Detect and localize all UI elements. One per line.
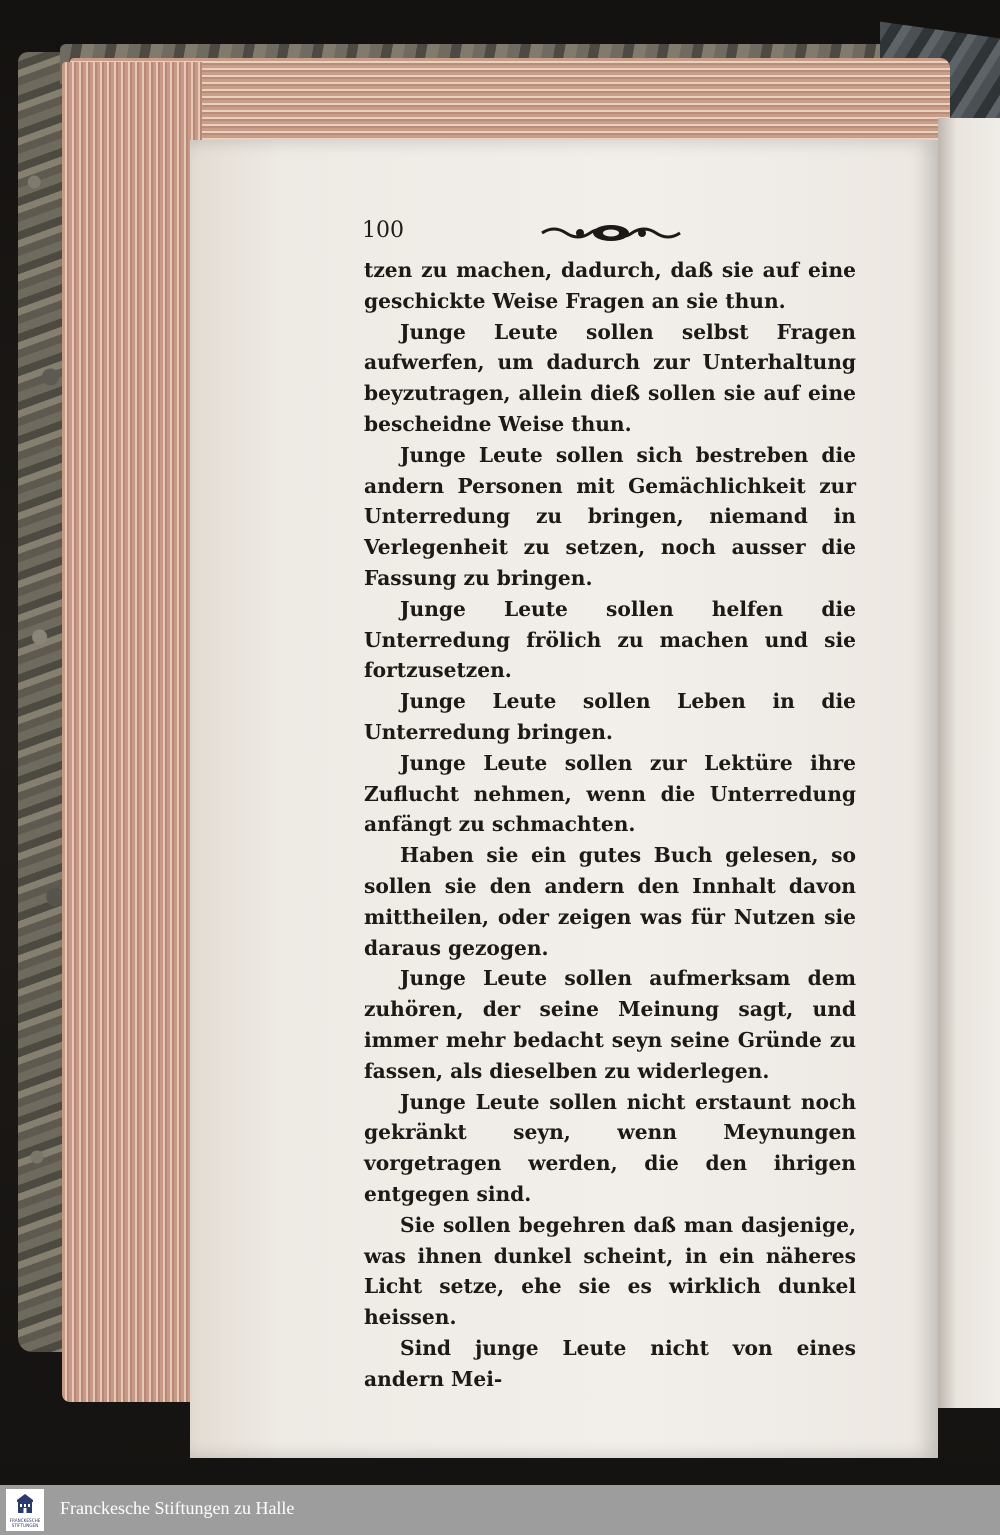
page-header [362,218,882,248]
paragraph-5: Junge Leute sollen Leben in die Unterredung bringen. [364,689,856,744]
paragraph-1: tzen zu machen, dadurch, daß sie auf eine geschickte Weise Fragen an sie thun. [364,258,856,313]
paragraph-6: Junge Leute sollen zur Lektüre ihre Zuflucht nehmen, wenn die Unterredung anfängt zu schmachten. [364,750,856,837]
logo-text: FRANCKESCHE STIFTUNGEN [9,1518,41,1528]
paragraph-8: Junge Leute sollen aufmerksam dem zuhören, der seine Meinung sagt, und immer mehr bedacht seyn seine Gründe zu fassen, als dieselben zu widerlegen. [364,966,856,1083]
franckesche-logo[interactable] [6,1489,44,1531]
paragraph-11: Sind junge Leute nicht von eines andern Mei- [364,1335,856,1391]
paragraph-3: Junge Leute sollen sich bestreben die andern Personen mit Gemächlichkeit zur Unterredung zu bringen, niemand in Verlegenheit zu setzen, noch ausser die Fassung zu bringen. [364,442,856,590]
footer-label: Franckesche Stiftungen zu Halle [60,1498,295,1518]
footer-bar [0,1485,1000,1535]
page-number: 100 [362,218,404,243]
paragraph-7: Haben sie ein gutes Buch gelesen, so sollen sie den andern den Innhalt davon mittheilen, oder zeigen was für Nutzen sie daraus gezogen. [364,843,856,960]
paragraph-9: Junge Leute sollen nicht erstaunt noch gekränkt seyn, wenn Meynungen vorgetragen werden, die den ihrigen entgegen sind. [364,1089,856,1206]
building-icon [15,1493,35,1515]
paragraph-2: Junge Leute sollen selbst Fragen aufwerfen, um dadurch zur Unterhaltung beyzutragen, allein dieß sollen sie auf eine bescheidne Weise thun. [364,319,856,436]
paragraph-10: Sie sollen begehren daß man dasjenige, was ihnen dunkel scheint, in ein näheres Licht setze, ehe sie es wirklich dunkel heissen. [364,1212,856,1330]
page-edges-top [70,58,950,148]
paragraph-4: Junge Leute sollen helfen die Unterredung frölich zu machen und sie fortzusetzen. [364,596,856,683]
page-edges-left [62,62,202,1402]
page-body-text [364,255,856,1394]
ornament-icon [540,222,682,244]
facing-page [938,118,1000,1408]
